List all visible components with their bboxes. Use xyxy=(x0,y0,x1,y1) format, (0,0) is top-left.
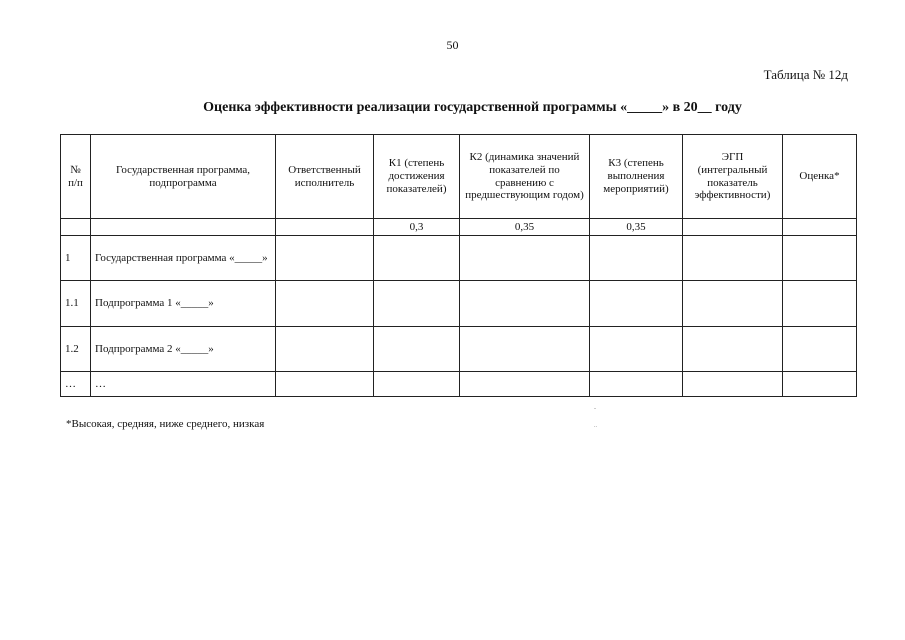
row-number: 1.1 xyxy=(61,281,91,327)
table-header-row xyxy=(61,135,857,219)
table-row xyxy=(61,372,857,397)
empty-cell xyxy=(374,281,460,327)
row-program-name: Подпрограмма 1 «_____» xyxy=(91,281,276,327)
weight-k3: 0,35 xyxy=(590,219,683,236)
empty-cell xyxy=(783,281,857,327)
empty-cell xyxy=(276,372,374,397)
row-number: 1.2 xyxy=(61,327,91,372)
scan-artifact: - xyxy=(594,406,596,412)
weight-cell xyxy=(276,219,374,236)
empty-cell xyxy=(276,281,374,327)
table-row xyxy=(61,327,857,372)
row-program-name: Государственная программа «_____» xyxy=(91,236,276,281)
empty-cell xyxy=(590,372,683,397)
row-number: 1 xyxy=(61,236,91,281)
row-number: … xyxy=(61,372,91,397)
empty-cell xyxy=(683,236,783,281)
empty-cell xyxy=(460,327,590,372)
row-program-name: … xyxy=(91,372,276,397)
scan-artifact: .. xyxy=(594,423,597,429)
page-number: 50 xyxy=(446,38,459,52)
header-rating: Оценка* xyxy=(783,135,857,219)
empty-cell xyxy=(374,236,460,281)
footnote: *Высокая, средняя, ниже среднего, низкая xyxy=(66,418,265,430)
row-program-name: Подпрограмма 2 «_____» xyxy=(91,327,276,372)
header-k1: К1 (степень достижения показателей) xyxy=(374,135,460,219)
header-program: Государственная программа, подпрограмма xyxy=(91,135,276,219)
header-k3: К3 (степень выполнения мероприятий) xyxy=(590,135,683,219)
header-k2: К2 (динамика значений показателей по сравнению с предшествующим годом) xyxy=(460,135,590,219)
weights-row xyxy=(61,219,857,236)
weight-k1: 0,3 xyxy=(374,219,460,236)
weight-cell xyxy=(91,219,276,236)
empty-cell xyxy=(683,327,783,372)
empty-cell xyxy=(683,281,783,327)
empty-cell xyxy=(683,372,783,397)
weight-cell xyxy=(783,219,857,236)
empty-cell xyxy=(460,236,590,281)
empty-cell xyxy=(460,372,590,397)
weight-cell xyxy=(61,219,91,236)
header-number: № п/п xyxy=(61,135,91,219)
empty-cell xyxy=(276,327,374,372)
table-row xyxy=(61,236,857,281)
empty-cell xyxy=(590,281,683,327)
table-label: Таблица № 12д xyxy=(763,67,848,82)
empty-cell xyxy=(590,236,683,281)
header-egp: ЭГП (интегральный показатель эффективности) xyxy=(683,135,783,219)
empty-cell xyxy=(374,372,460,397)
header-executor: Ответственный исполнитель xyxy=(276,135,374,219)
empty-cell xyxy=(783,327,857,372)
document-title: Оценка эффективности реализации государственной программы «_____» в 20__ году xyxy=(203,100,742,115)
empty-cell xyxy=(590,327,683,372)
empty-cell xyxy=(374,327,460,372)
empty-cell xyxy=(783,372,857,397)
empty-cell xyxy=(276,236,374,281)
weight-cell xyxy=(683,219,783,236)
weight-k2: 0,35 xyxy=(460,219,590,236)
table-row xyxy=(61,281,857,327)
empty-cell xyxy=(460,281,590,327)
empty-cell xyxy=(783,236,857,281)
evaluation-table xyxy=(60,134,857,397)
